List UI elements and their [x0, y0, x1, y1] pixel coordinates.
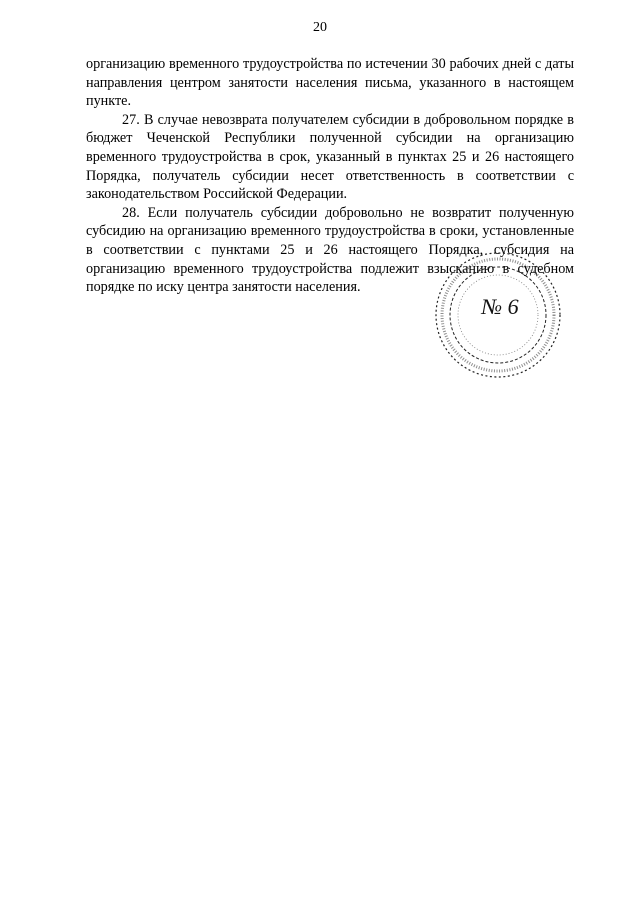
seal-icon [433, 250, 563, 380]
paragraph-continuation: организацию временного трудоустройства по истечении 30 рабочих дней с даты направления центром занятости населения письма, указанного в настоящем пункте. [86, 56, 574, 110]
seal-label: № 6 [481, 294, 519, 319]
paragraph-27: 27. В случае невозврата получателем субсидии в добровольном порядке в бюджет Чеченской Республики полученной субсидии на организацию временного трудоустройства в срок, указанный в пунктах 25 и 26 настоящего Порядка, получатель субсидии несет ответственность в соответствии с законодательством Российской Федерации. [86, 111, 574, 203]
paragraph-28: 28. Если получатель субсидии добровольно не возвратит полученную субсидию на организацию временного трудоустройства в сроки, установленные в соответствии с пунктами 25 и 26 настоящего Порядка, субсидия на организацию временного трудоустройства подлежит взысканию в судебном порядке по иску центра занятости населения. [86, 204, 574, 296]
page-number: 20 [313, 20, 327, 35]
official-seal-stamp [433, 250, 563, 380]
